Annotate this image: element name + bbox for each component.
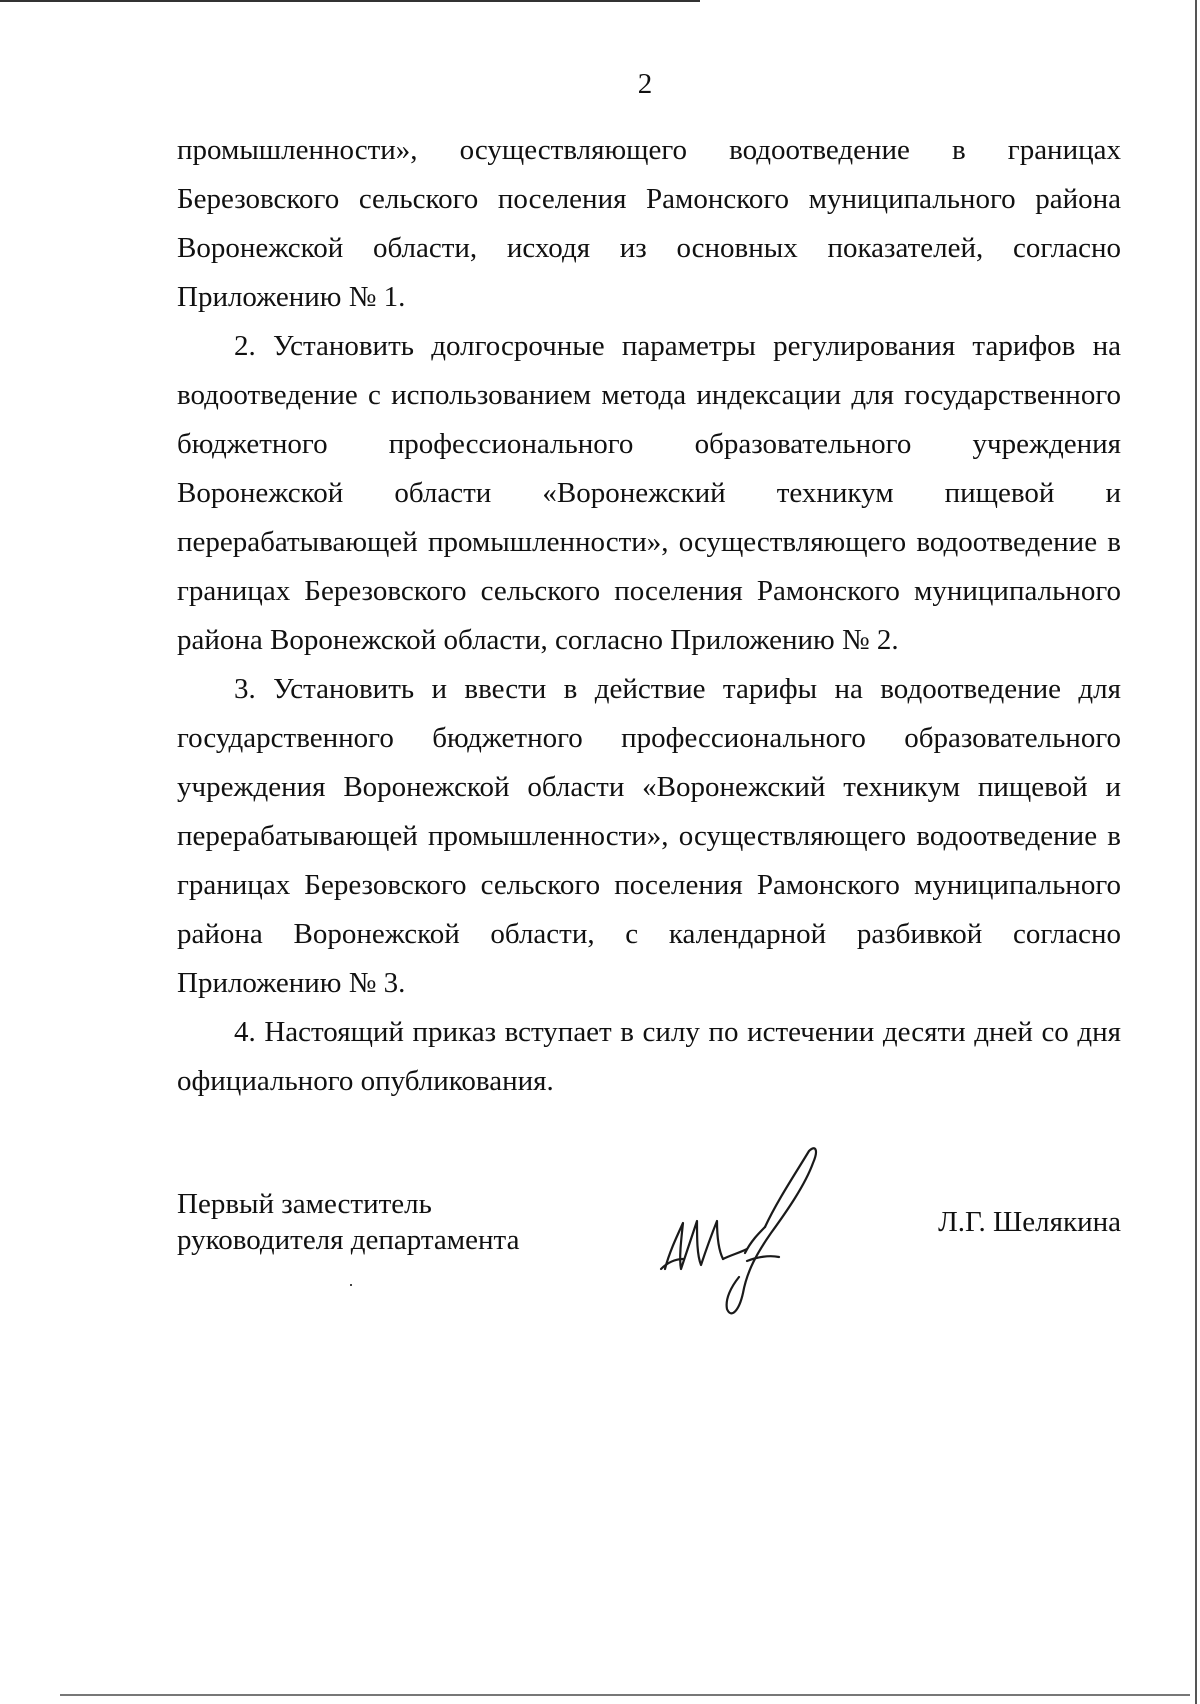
signer-title-line-1: Первый заместитель <box>177 1188 432 1220</box>
paragraph-continuation: промышленности», осуществляющего водоотведение в границах Березовского сельского поселения Рамонского муниципального района Воронежской области, исходя из основных показателей, согласно Приложению № 1. <box>177 134 1121 313</box>
page-number: 2 <box>637 68 653 100</box>
handwritten-signature <box>647 1141 847 1321</box>
paragraph-item-4: 4. Настоящий приказ вступает в силу по истечении десяти дней со дня официального опубликования. <box>177 1016 1121 1097</box>
signer-name: Л.Г. Шелякина <box>938 1206 1121 1238</box>
signature-block <box>177 1186 1121 1316</box>
scan-edge-right <box>1195 0 1197 1704</box>
paragraph-item-2: 2. Установить долгосрочные параметры регулирования тарифов на водоотведение с использованием метода индексации для государственного бюджетного профессионального образовательного учреждения Воронежской области «Воронежский техникум пищевой и перерабатывающей промышленности», осуществляющего водоотведение в границах Березовского сельского поселения Рамонского муниципального района Воронежской области, согласно Приложению № 2. <box>177 330 1121 656</box>
document-body <box>177 126 1121 1106</box>
scan-edge-bottom <box>60 1694 1190 1696</box>
signer-title-line-2: руководителя департамента <box>177 1224 520 1256</box>
paragraph-item-3: 3. Установить и ввести в действие тарифы на водоотведение для государственного бюджетного профессионального образовательного учреждения Воронежской области «Воронежский техникум пищевой и перерабатывающей промышленности», осуществляющего водоотведение в границах Березовского сельского поселения Рамонского муниципального района Воронежской области, с календарной разбивкой согласно Приложению № 3. <box>177 673 1121 999</box>
scan-speck <box>350 1284 352 1286</box>
scan-edge-top <box>0 0 700 2</box>
signer-title <box>177 1186 519 1258</box>
